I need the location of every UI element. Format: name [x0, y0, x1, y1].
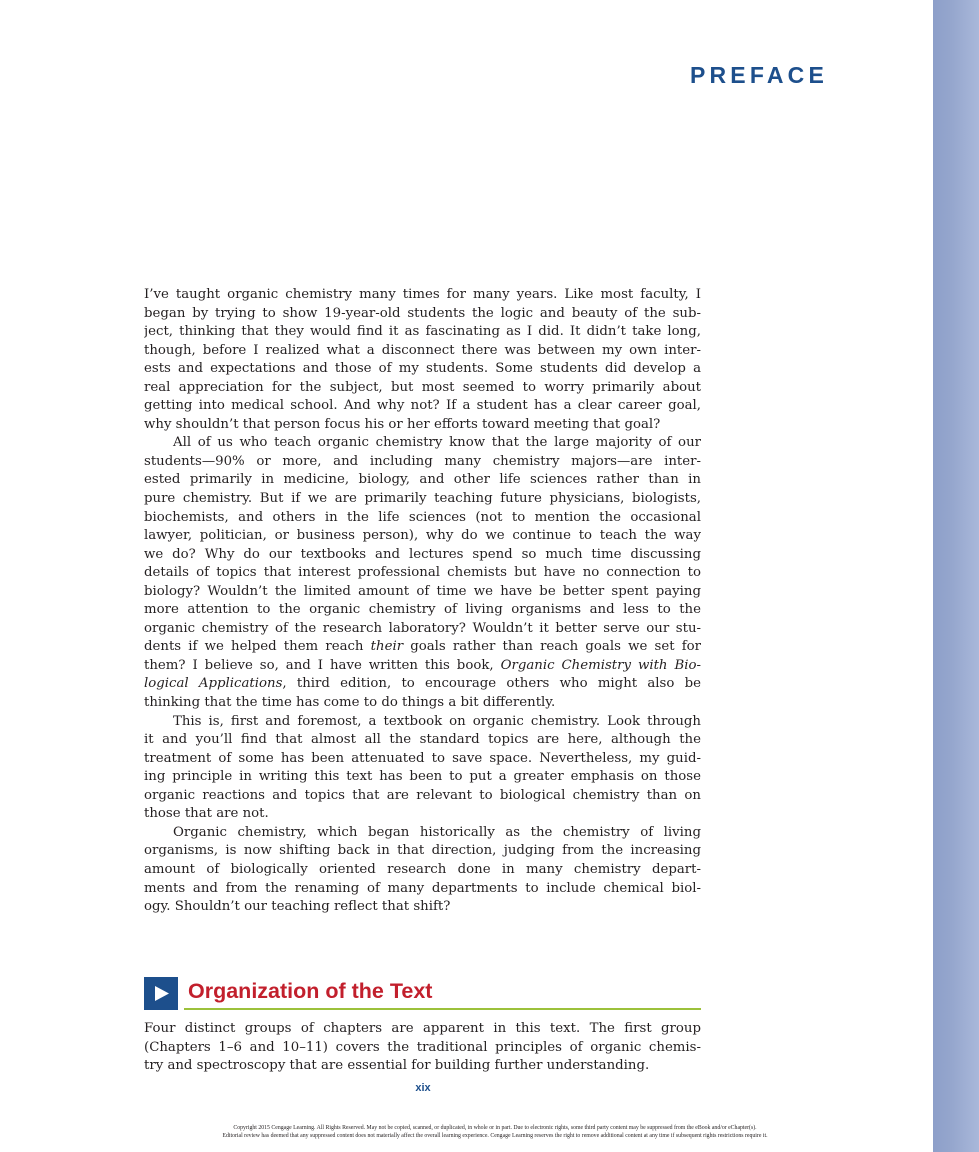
text-line: details of topics that interest professional chemists but have no connection to — [144, 565, 701, 581]
text-line: biology? Wouldn’t the limited amount of time we have be better spent paying — [144, 583, 701, 599]
text-line: real appreciation for the subject, but most seemed to worry primarily about — [144, 379, 701, 395]
text-line: try and spectroscopy that are essential for building further understanding. — [144, 1058, 650, 1074]
text-run: goals rather than reach goals we set for — [403, 639, 701, 655]
text-line: All of us who teach organic chemistry know that the large majority of our — [173, 435, 701, 451]
text-run: , third edition, to encourage others who might also be — [282, 676, 701, 692]
text-line: This is, first and foremost, a textbook on organic chemistry. Look through — [173, 713, 701, 729]
section-rule — [184, 1008, 701, 1010]
text-line: getting into medical school. And why not? If a student has a clear career goal, — [144, 398, 701, 414]
copyright-notice — [70, 1124, 920, 1140]
text-line: ments and from the renaming of many departments to include chemical biol- — [144, 880, 701, 896]
text-run: dents if we helped them reach — [144, 639, 371, 655]
text-line: more attention to the organic chemistry of living organisms and less to the — [144, 602, 701, 618]
text-line: though, before I realized what a disconnect there was between my own inter- — [144, 342, 701, 358]
text-line: it and you’ll find that almost all the standard topics are here, although the — [144, 732, 701, 748]
page-number: xix — [415, 1082, 431, 1094]
page-heading: PREFACE — [689, 62, 828, 88]
text-run: them? I believe so, and I have written this book, — [144, 657, 501, 673]
copyright-line: Editorial review has deemed that any suppressed content does not materially affect the overall learning experience. Cengage Learning reserves the right to remove additional content at any time if subsequent rights restrictions require it. — [222, 1133, 768, 1139]
text-line: ested primarily in medicine, biology, and other life sciences rather than in — [144, 472, 701, 488]
text-line: began by trying to show 19-year-old students the logic and beauty of the sub- — [144, 305, 701, 321]
text-line: ogy. Shouldn’t our teaching reflect that shift? — [144, 899, 451, 915]
text-line: Organic chemistry, which began historically as the chemistry of living — [173, 824, 701, 840]
text-line: ject, thinking that they would find it as fascinating as I did. It didn’t take long, — [144, 324, 701, 340]
text-line: ing principle in writing this text has been to put a greater emphasis on those — [144, 769, 701, 785]
text-line: those that are not. — [144, 806, 269, 822]
text-line: ests and expectations and those of my students. Some students did develop a — [144, 361, 701, 377]
text-line — [144, 675, 701, 694]
text-line: biochemists, and others in the life sciences (not to mention the occasional — [144, 509, 701, 525]
text-line: pure chemistry. But if we are primarily teaching future physicians, biologists, — [144, 491, 701, 507]
preface-body — [144, 286, 701, 917]
text-line — [144, 657, 701, 676]
section-title: Organization of the Text — [188, 979, 433, 1003]
text-line: why shouldn’t that person focus his or her efforts toward meeting that goal? — [144, 416, 661, 432]
text-line: we do? Why do our textbooks and lectures spend so much time discussing — [144, 546, 701, 562]
text-line: thinking that the time has come to do things a bit differently. — [144, 695, 556, 711]
book-title-text: logical Applications — [144, 676, 283, 692]
copyright-line: Copyright 2015 Cengage Learning. All Rights Reserved. May not be copied, scanned, or duplicated, in whole or in part. Due to electronic rights, some third party content may be suppressed from the eBook and/or eChapter(s). — [233, 1125, 757, 1131]
play-arrow-icon — [144, 977, 178, 1010]
text-line: treatment of some has been attenuated to save space. Nevertheless, my guid- — [144, 750, 701, 766]
text-line: Four distinct groups of chapters are apparent in this text. The first group — [144, 1021, 701, 1036]
text-line — [144, 638, 701, 657]
text-line: organic chemistry of the research laboratory? Wouldn’t it better serve our stu- — [144, 620, 701, 636]
text-line: (Chapters 1–6 and 10–11) covers the traditional principles of organic chemis- — [144, 1039, 701, 1055]
text-line: organisms, is now shifting back in that direction, judging from the increasing — [144, 843, 701, 859]
text-line: students—90% or more, and including many chemistry majors—are inter- — [144, 453, 701, 469]
text-line: lawyer, politician, or business person), why do we continue to teach the way — [144, 528, 701, 544]
text-line: organic reactions and topics that are relevant to biological chemistry than on — [144, 787, 701, 803]
text-line: amount of biologically oriented research done in many chemistry depart- — [144, 861, 701, 877]
emphasis-text: their — [370, 639, 404, 655]
book-title-text: Organic Chemistry with Bio- — [500, 657, 701, 673]
section-body — [144, 1020, 701, 1076]
text-line: I’ve taught organic chemistry many times for many years. Like most faculty, I — [144, 287, 701, 302]
page-edge-band — [933, 0, 979, 1152]
